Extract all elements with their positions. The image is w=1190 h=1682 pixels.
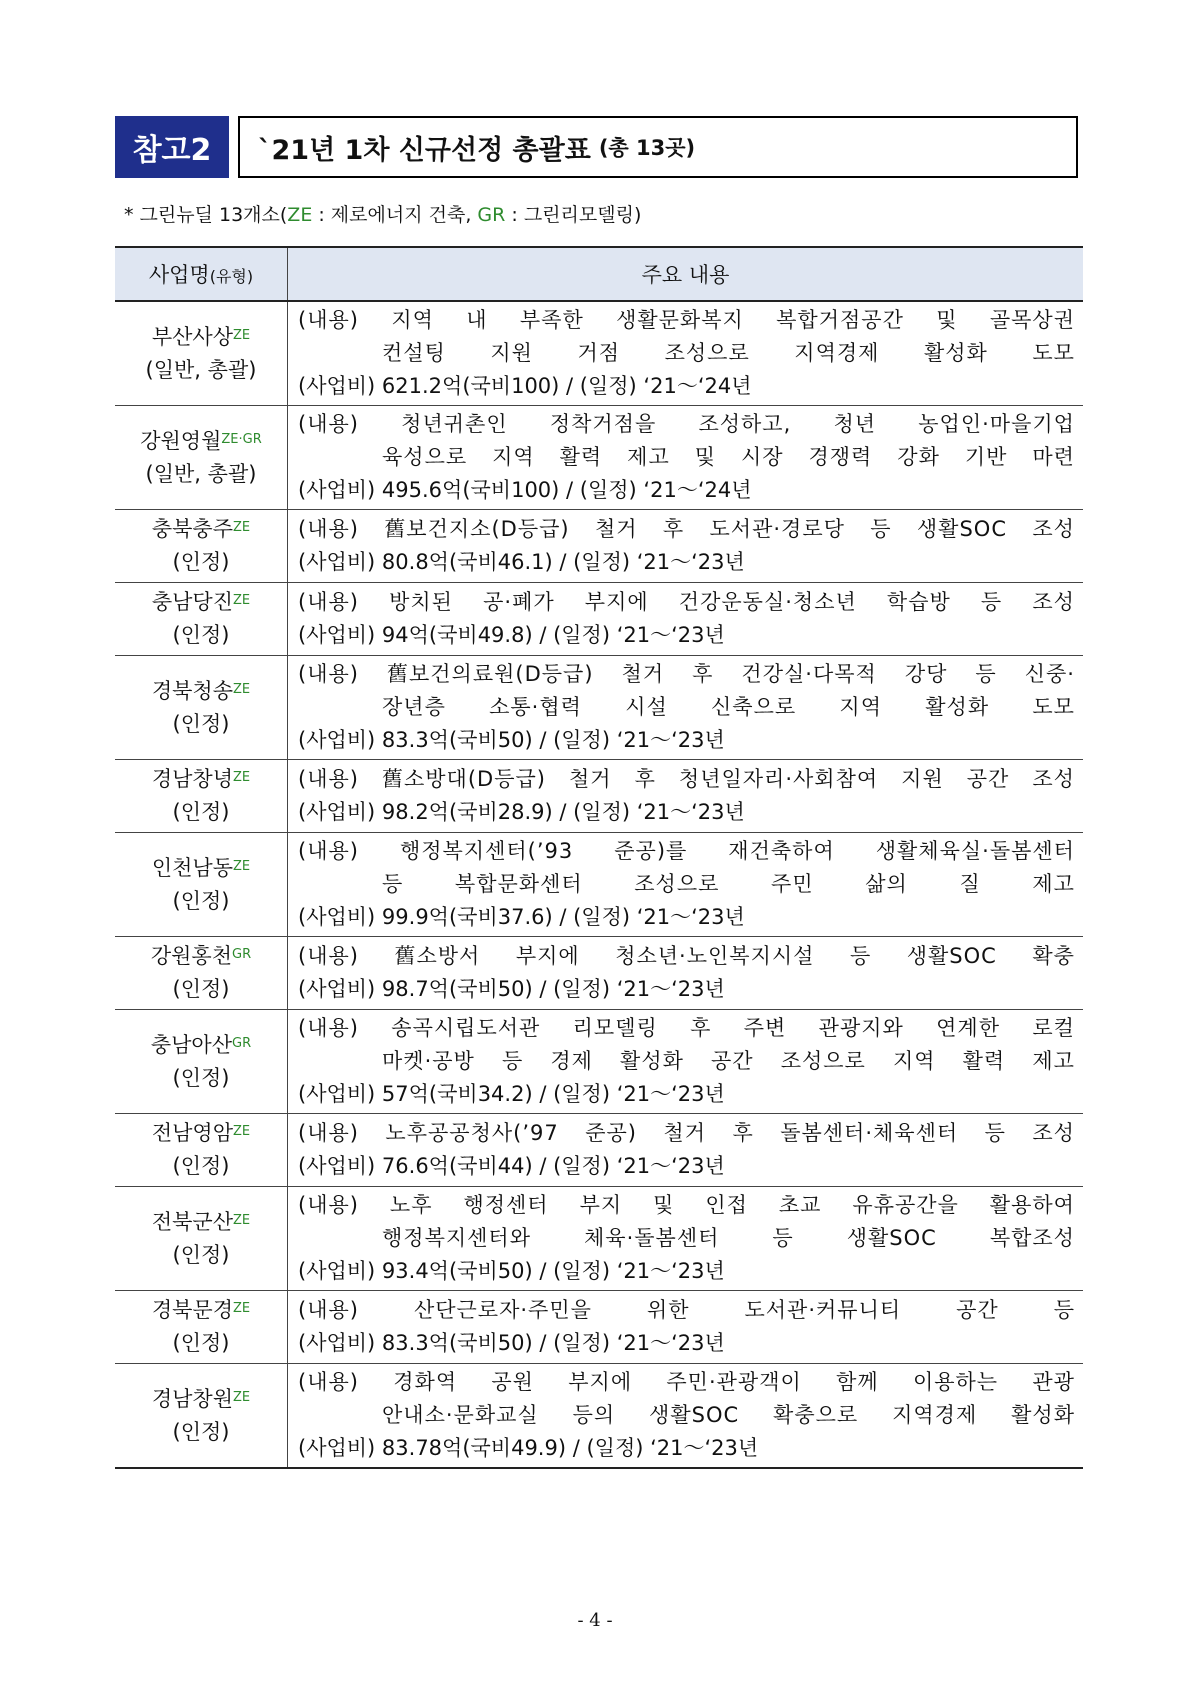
project-type: (인정) (172, 977, 230, 1001)
content-line: (내용) 舊소방대(D등급) 철거 후 청년일자리·사회참여 지원 공간 조성 (298, 767, 1075, 791)
content-line: 육성으로 지역 활력 제고 및 시장 경쟁력 강화 기반 마련 (382, 445, 1075, 469)
content-line: 마켓·공방 등 경제 활성화 공간 조성으로 지역 활력 제고 (382, 1049, 1075, 1073)
project-name: 경남창원 (151, 1386, 234, 1411)
project-content-cell (288, 301, 1084, 406)
header-project-name: 사업명(유형) (115, 247, 288, 301)
project-name: 충북충주 (151, 517, 234, 541)
title-box (238, 116, 1078, 178)
content-line: (내용) 경화역 공원 부지에 주민·관광객이 함께 이용하는 관광 (298, 1370, 1075, 1394)
project-name-cell (115, 1364, 288, 1469)
project-tag: ZE (233, 1124, 251, 1139)
project-type: (일반, 총괄) (145, 461, 257, 486)
project-tag: ZE (233, 770, 251, 785)
table-row (115, 1364, 1083, 1469)
project-name-cell (115, 1187, 288, 1291)
project-name-cell (115, 510, 288, 583)
project-type: (인정) (172, 711, 230, 736)
table-row (115, 1291, 1083, 1364)
project-type: (인정) (172, 1065, 230, 1090)
cost-line: (사업비) 83.78억(국비49.9) / (일정) ‘21～‘23년 (298, 1436, 759, 1460)
project-type: (인정) (172, 1419, 230, 1444)
cost-line: (사업비) 76.6억(국비44) / (일정) ‘21～‘23년 (298, 1154, 725, 1178)
table-row (115, 510, 1083, 583)
project-content-cell (288, 1291, 1084, 1364)
project-content-cell (288, 833, 1084, 937)
project-name-cell (115, 1114, 288, 1187)
cost-line: (사업비) 98.2억(국비28.9) / (일정) ‘21～‘23년 (298, 800, 745, 824)
cost-line: (사업비) 98.7억(국비50) / (일정) ‘21～‘23년 (298, 977, 725, 1001)
ze-desc: : 제로에너지 건축, (312, 204, 478, 226)
project-name: 부산사상 (151, 324, 234, 349)
project-name: 전북군산 (151, 1209, 234, 1234)
content-line: (내용) 舊소방서 부지에 청소년·노인복지시설 등 생활SOC 확충 (298, 944, 1075, 968)
content-line: (내용) 노후 행정센터 부지 및 인접 초교 유휴공간을 활용하여 (298, 1193, 1075, 1217)
table-row (115, 760, 1083, 833)
project-table (115, 246, 1083, 1469)
cost-line: (사업비) 621.2억(국비100) / (일정) ‘21～‘24년 (298, 374, 752, 398)
legend-note (124, 200, 641, 227)
project-name-cell (115, 1291, 288, 1364)
project-content-cell (288, 1364, 1084, 1469)
content-line: 등 복합문화센터 조성으로 주민 삶의 질 제고 (382, 872, 1075, 896)
cost-line: (사업비) 94억(국비49.8) / (일정) ‘21～‘23년 (298, 623, 725, 647)
project-tag: ZE·GR (221, 431, 262, 447)
content-line: (내용) 노후공공청사(’97 준공) 철거 후 돌봄센터·체육센터 등 조성 (298, 1121, 1075, 1145)
project-type: (인정) (172, 623, 230, 647)
project-name-cell (115, 406, 288, 510)
table-row (115, 1187, 1083, 1291)
page-number: - 4 - (577, 1610, 613, 1631)
project-tag: ZE (233, 681, 251, 697)
table-row (115, 1114, 1083, 1187)
cost-line: (사업비) 80.8억(국비46.1) / (일정) ‘21～‘23년 (298, 550, 745, 574)
project-name-cell (115, 760, 288, 833)
content-line: (내용) 지역 내 부족한 생활문화복지 복합거점공간 및 골목상권 (298, 308, 1075, 332)
cost-line: (사업비) 99.9억(국비37.6) / (일정) ‘21～‘23년 (298, 905, 745, 929)
project-tag: ZE (233, 327, 251, 343)
note-prefix: * 그린뉴딜 13개소( (124, 204, 288, 226)
cost-line: (사업비) 495.6억(국비100) / (일정) ‘21～‘24년 (298, 478, 752, 502)
project-content-cell (288, 1114, 1084, 1187)
project-type: (일반, 총괄) (145, 357, 257, 382)
content-line: 안내소·문화교실 등의 생활SOC 확충으로 지역경제 활성화 (382, 1403, 1075, 1427)
project-content-cell (288, 510, 1084, 583)
project-tag: ZE (233, 520, 251, 535)
project-tag: GR (232, 947, 252, 962)
content-line: (내용) 舊보건지소(D등급) 철거 후 도서관·경로당 등 생활SOC 조성 (298, 517, 1075, 541)
project-tag: ZE (233, 858, 251, 874)
project-type: (인정) (172, 1154, 230, 1178)
project-name-cell (115, 301, 288, 406)
project-tag: ZE (233, 593, 251, 608)
project-type: (인정) (172, 800, 230, 824)
reference-badge: 참고2 (115, 116, 229, 178)
gr-desc: : 그린리모델링) (505, 204, 642, 226)
project-name: 강원홍천 (150, 944, 233, 968)
project-content-cell (288, 1010, 1084, 1114)
content-line: (내용) 舊보건의료원(D등급) 철거 후 건강실·다목적 강당 등 신중· (298, 662, 1075, 686)
cost-line: (사업비) 83.3억(국비50) / (일정) ‘21～‘23년 (298, 1331, 725, 1355)
project-type: (인정) (172, 1331, 230, 1355)
project-name-cell (115, 1010, 288, 1114)
project-name: 충남당진 (151, 590, 234, 614)
table-row (115, 301, 1083, 406)
content-line: (내용) 청년귀촌인 정착거점을 조성하고, 청년 농업인·마을기업 (298, 412, 1075, 436)
project-content-cell (288, 760, 1084, 833)
project-content-cell (288, 656, 1084, 760)
table-row (115, 406, 1083, 510)
project-name: 충남아산 (150, 1032, 233, 1057)
table-row (115, 1010, 1083, 1114)
ze-label: ZE (287, 204, 313, 226)
project-content-cell (288, 1187, 1084, 1291)
project-name: 강원영월 (140, 428, 222, 453)
project-tag: ZE (233, 1301, 251, 1316)
project-name-cell (115, 656, 288, 760)
project-name-cell (115, 833, 288, 937)
project-name: 전남영암 (151, 1121, 234, 1145)
content-line: 컨설팅 지원 거점 조성으로 지역경제 활성화 도모 (382, 341, 1075, 365)
section-header (115, 116, 1078, 178)
table-row (115, 583, 1083, 656)
project-type: (인정) (172, 1242, 230, 1267)
table-row (115, 656, 1083, 760)
project-tag: GR (232, 1035, 252, 1051)
project-name-cell (115, 583, 288, 656)
content-line: 장년층 소통·협력 시설 신축으로 지역 활성화 도모 (382, 695, 1075, 719)
project-content-cell (288, 937, 1084, 1010)
title-suffix: (총 13곳) (598, 136, 696, 160)
project-content-cell (288, 406, 1084, 510)
project-name: 경남창녕 (151, 767, 234, 791)
project-content-cell (288, 583, 1084, 656)
project-name: 경북문경 (151, 1298, 234, 1322)
content-line: (내용) 송곡시립도서관 리모델링 후 주변 관광지와 연계한 로컬 (298, 1016, 1075, 1040)
project-name-cell (115, 937, 288, 1010)
table-row (115, 937, 1083, 1010)
cost-line: (사업비) 57억(국비34.2) / (일정) ‘21～‘23년 (298, 1082, 725, 1106)
content-line: (내용) 방치된 공·폐가 부지에 건강운동실·청소년 학습방 등 조성 (298, 590, 1075, 614)
header-main-content: 주요 내용 (288, 247, 1084, 301)
project-tag: ZE (233, 1212, 251, 1228)
project-name: 인천남동 (151, 855, 234, 880)
cost-line: (사업비) 93.4억(국비50) / (일정) ‘21～‘23년 (298, 1259, 725, 1283)
cost-line: (사업비) 83.3억(국비50) / (일정) ‘21～‘23년 (298, 728, 725, 752)
content-line: 행정복지센터와 체육·돌봄센터 등 생활SOC 복합조성 (382, 1226, 1075, 1250)
project-type: (인정) (172, 550, 230, 574)
table-row (115, 833, 1083, 937)
project-type: (인정) (172, 888, 230, 913)
content-line: (내용) 산단근로자·주민을 위한 도서관·커뮤니티 공간 등 (298, 1298, 1075, 1322)
page-title: `21년 1차 신규선정 총괄표 (258, 134, 591, 166)
content-line: (내용) 행정복지센터(’93 준공)를 재건축하여 생활체육실·돌봄센터 (298, 839, 1075, 863)
project-name: 경북청송 (151, 678, 234, 703)
gr-label: GR (477, 204, 506, 226)
project-tag: ZE (233, 1389, 251, 1405)
